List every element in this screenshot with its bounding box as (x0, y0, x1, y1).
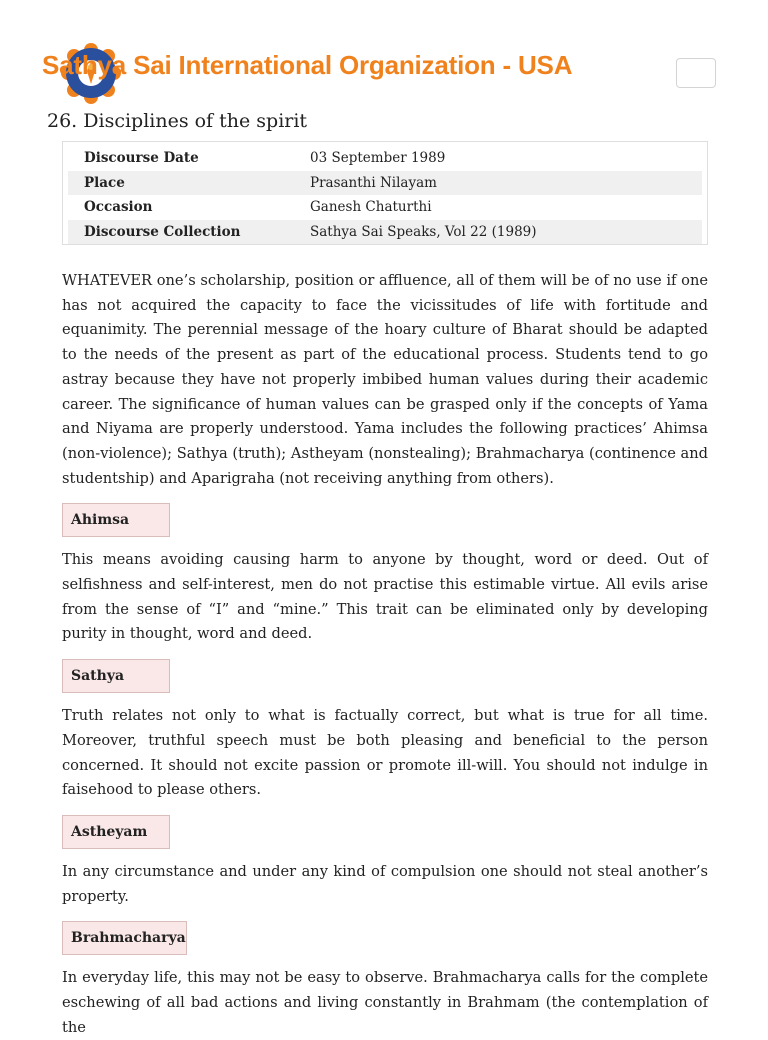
section-heading-ahimsa: Ahimsa (62, 503, 170, 537)
brahmacharya-paragraph: In everyday life, this may not be easy to observe. Brahmacharya calls for the complete eschewing of all bad actions and living constantly in Brahmam (the contemplation of the (62, 969, 708, 1036)
section-heading-sathya: Sathya (62, 659, 170, 693)
menu-button[interactable] (676, 58, 716, 88)
occasion-value: Ganesh Chaturthi (310, 199, 432, 216)
table-row (68, 195, 702, 220)
table-row (68, 171, 702, 196)
discourse-body (62, 269, 708, 1040)
sathya-paragraph: Truth relates not only to what is factually correct, but what is true for all time. Moreover, truthful speech must be both pleasing and beneficial to the person concerned. It should not excite passion or promote ill-will. You should not indulge in faisehood to please others. (62, 707, 708, 799)
discourse-collection-value: Sathya Sai Speaks, Vol 22 (1989) (294, 220, 702, 245)
site-header (0, 0, 768, 110)
section-heading-brahmacharya: Brahmacharya (62, 921, 187, 955)
discourse-collection-label: Discourse Collection (68, 220, 294, 245)
table-row (68, 146, 702, 171)
intro-paragraph: WHATEVER one’s scholarship, position or affluence, all of them will be of no use if one has not acquired the capacity to face the vicissitudes of life with fortitude and equanimity. The perennial message of the hoary culture of Bharat should be adapted to the needs of the present as part of the educational process. Students tend to go astray because they have not properly imbibed human values during their academic career. The significance of human values can be grasped only if the concepts of Yama and Niyama are properly understood. Yama includes the following practices’ Ahimsa (non-violence); Sathya (truth); Astheyam (nonstealing); Brahmacharya (continence and studentship) and Aparigraha (not receiving anything from others). (62, 272, 708, 487)
place-value: Prasanthi Nilayam (294, 171, 702, 196)
site-title[interactable]: Sathya Sai International Organization - USA (42, 50, 573, 80)
discourse-date-value: 03 September 1989 (310, 150, 446, 167)
discourse-info-table (62, 141, 708, 245)
occasion-label: Occasion (84, 199, 153, 216)
table-row (68, 220, 702, 245)
place-label: Place (68, 171, 294, 196)
ahimsa-paragraph: This means avoiding causing harm to anyone by thought, word or deed. Out of selfishness and self-interest, men do not practise this estimable virtue. All evils arise from the sense of “I” and “mine.” This trait can be eliminated only by developing purity in thought, word and deed. (62, 551, 708, 643)
discourse-date-label: Discourse Date (84, 150, 199, 167)
astheyam-paragraph: In any circumstance and under any kind of compulsion one should not steal another’s property. (62, 862, 708, 905)
page-title: 26. Disciplines of the spirit (47, 110, 308, 132)
section-heading-astheyam: Astheyam (62, 815, 170, 849)
